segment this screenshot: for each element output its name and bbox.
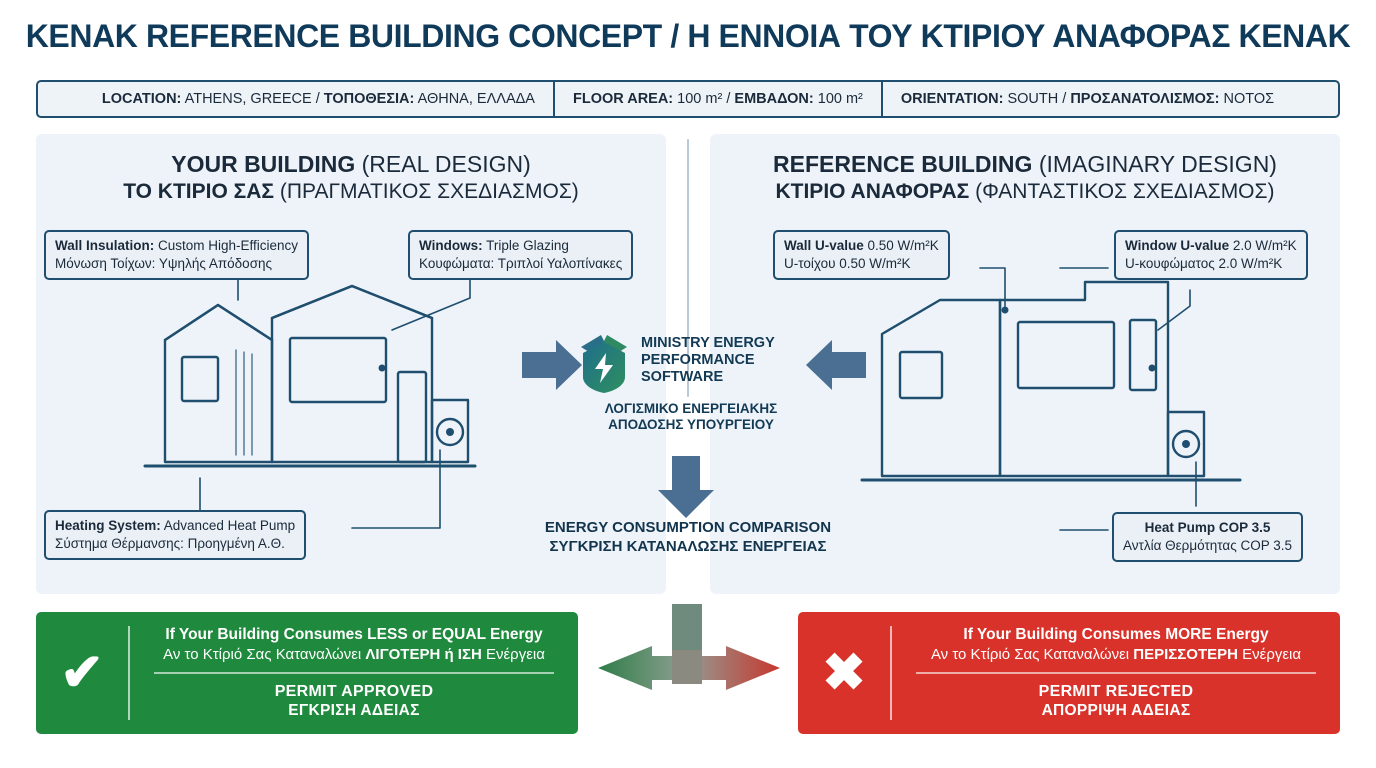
callout-heating-gr: Σύστημα Θέρμανσης: Προηγμένη Α.Θ. (55, 536, 285, 552)
your-building-heading-gr-bold: ΤΟ ΚΤΙΡΙΟ ΣΑΣ (123, 180, 275, 204)
software-label (641, 333, 775, 386)
your-building-heading-en-bold: YOUR BUILDING (171, 151, 356, 177)
info-orientation-label-en: ORIENTATION: (900, 91, 1004, 107)
software-sublabel-line1: ΛΟΓΙΣΜΙΚΟ ΕΝΕΡΓΕΙΑΚΗΣ (604, 401, 778, 416)
rejected-condition-en: If Your Building Consumes MORE Energy (963, 626, 1269, 643)
energy-comparison-gr: ΣΥΓΚΡΙΣΗ ΚΑΤΑΝΑΛΩΣΗΣ ΕΝΕΡΓΕΙΑΣ (549, 538, 827, 556)
callout-wall-insulation-gr: Μόνωση Τοίχων: Υψηλής Απόδοσης (55, 256, 273, 272)
approved-condition-gr-post: Ενέργεια (481, 646, 545, 663)
rejected-verdict-en: PERMIT REJECTED (1038, 683, 1194, 700)
info-floor-label-en: FLOOR AREA: (572, 91, 674, 107)
info-floor-value-gr: 100 m² (817, 91, 863, 107)
approved-condition-gr-bold: ΛΙΓΟΤΕΡΗ ή ΙΣΗ (365, 646, 482, 663)
energy-comparison-en: ENERGY CONSUMPTION COMPARISON (544, 519, 832, 536)
verdict-split-arrow (598, 604, 780, 690)
reference-building-heading-gr-rest: (ΦΑΝΤΑΣΤΙΚΟΣ ΣΧΕΔΙΑΣΜΟΣ) (969, 180, 1275, 204)
info-floor-slash: / (726, 91, 731, 107)
your-building-heading-en-rest: (REAL DESIGN) (355, 151, 531, 177)
approved-rule (154, 672, 554, 674)
software-sublabel (575, 401, 807, 433)
info-location-slash: / (315, 91, 320, 107)
reference-building-heading-en-rest: (IMAGINARY DESIGN) (1032, 151, 1277, 177)
info-floor-value-en: 100 m² (677, 91, 723, 107)
software-label-line1: MINISTRY ENERGY (641, 335, 775, 351)
energy-comparison-label (513, 518, 863, 556)
callout-wall-u-value (773, 230, 950, 280)
callout-heat-pump-gr: Αντλία Θερμότητας COP 3.5 (1123, 538, 1293, 554)
callout-wall-u-gr: U-τοίχου 0.50 W/m²K (784, 256, 911, 272)
energy-bolt-icon (575, 333, 633, 395)
permit-rejected-banner (798, 612, 1340, 734)
info-orientation-slash: / (1062, 91, 1067, 107)
your-building-heading-gr-rest: (ΠΡΑΓΜΑΤΙΚΟΣ ΣΧΕΔΙΑΣΜΟΣ) (274, 180, 579, 204)
arrow-right-to-software (806, 340, 866, 390)
permit-approved-banner (36, 612, 578, 734)
your-building-illustration (145, 265, 475, 467)
rejected-condition-gr-bold: ΠΕΡΙΣΣΟΤΕΡΗ (1133, 646, 1238, 663)
rejected-rule (916, 672, 1316, 674)
callout-heating-value: Advanced Heat Pump (160, 518, 296, 533)
callout-windows-gr: Κουφώματα: Τριπλοί Υαλοπίνακες (419, 256, 623, 272)
arrow-software-to-comparison (658, 456, 714, 518)
rejected-condition-gr (902, 646, 1330, 663)
callout-wall-insulation (44, 230, 309, 280)
callout-window-u-value (1114, 230, 1308, 280)
callout-heating-label: Heating System: (55, 518, 161, 533)
info-floor-label-gr: ΕΜΒΑΔΟΝ: (734, 91, 814, 107)
info-location-label-gr: ΤΟΠΟΘΕΣΙΑ: (323, 91, 415, 107)
info-orientation-value-gr: ΝΟΤΟΣ (1223, 91, 1275, 107)
rejected-verdict-gr: ΑΠΟΡΡΙΨΗ ΑΔΕΙΑΣ (1041, 702, 1191, 719)
approved-verdict-en: PERMIT APPROVED (274, 683, 434, 700)
info-location-value-en: ATHENS, GREECE (184, 91, 312, 107)
leader-window-u-2 (1158, 290, 1190, 330)
arrow-left-to-software (522, 340, 582, 390)
title-separator: / (670, 18, 679, 54)
callout-heating-system (44, 510, 306, 560)
callout-wall-u-label: Wall U-value (784, 238, 864, 253)
approved-verdict-gr: ΕΓΚΡΙΣΗ ΑΔΕΙΑΣ (288, 702, 420, 719)
callout-wall-u-value-text: 0.50 W/m²K (863, 238, 939, 253)
ministry-software-node (575, 333, 807, 433)
callout-windows (408, 230, 633, 280)
info-location-label-en: LOCATION: (101, 91, 182, 107)
title-en: KENAK REFERENCE BUILDING CONCEPT (25, 18, 662, 54)
callout-windows-value: Triple Glazing (482, 238, 569, 253)
info-orientation-value-en: SOUTH (1007, 91, 1059, 107)
approved-condition-gr-pre: Αν το Κτίριό Σας Καταναλώνει (163, 646, 366, 663)
software-label-line3: SOFTWARE (641, 369, 724, 386)
callout-window-u-label: Window U-value (1125, 238, 1230, 253)
reference-building-heading-gr-bold: ΚΤΙΡΙΟ ΑΝΑΦΟΡΑΣ (775, 180, 970, 204)
rejected-condition-gr-pre: Αν το Κτίριό Σας Καταναλώνει (930, 646, 1134, 663)
software-label-line2: PERFORMANCE (641, 352, 755, 369)
rejected-condition-gr-post: Ενέργεια (1237, 646, 1302, 663)
callout-windows-label: Windows: (419, 238, 483, 253)
cross-icon: ✖ (822, 644, 866, 702)
callout-window-u-gr: U-κουφώματος 2.0 W/m²K (1125, 256, 1283, 272)
software-sublabel-line2: ΑΠΟΔΟΣΗΣ ΥΠΟΥΡΓΕΙΟΥ (608, 417, 774, 433)
info-location-value-gr: ΑΘΗΝΑ, ΕΛΛΑΔΑ (417, 91, 535, 107)
approved-condition-en: If Your Building Consumes LESS or EQUAL Energy (165, 626, 543, 643)
callout-window-u-value-text: 2.0 W/m²K (1229, 238, 1297, 253)
callout-wall-insulation-value: Custom High-Efficiency (154, 238, 299, 253)
info-orientation-label-gr: ΠΡΟΣΑΝΑΤΟΛΙΣΜΟΣ: (1070, 91, 1220, 107)
callout-heat-pump-label: Heat Pump COP 3.5 (1144, 520, 1271, 535)
check-icon: ✔ (60, 644, 104, 702)
callout-heat-pump-cop (1112, 512, 1303, 562)
reference-building-heading-en-bold: REFERENCE BUILDING (773, 151, 1033, 177)
title-gr: Η ΕΝΝΟΙΑ ΤΟΥ ΚΤΙΡΙΟΥ ΑΝΑΦΟΡΑΣ ΚΕΝΑΚ (687, 18, 1351, 54)
callout-wall-insulation-label: Wall Insulation: (55, 238, 155, 253)
approved-condition-gr (140, 646, 568, 663)
